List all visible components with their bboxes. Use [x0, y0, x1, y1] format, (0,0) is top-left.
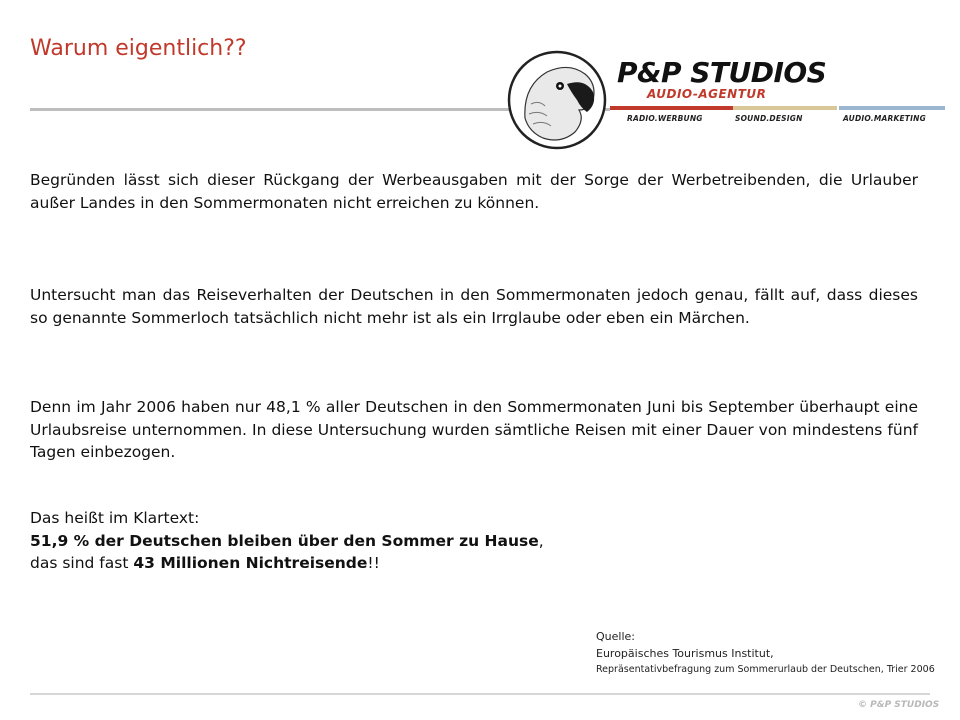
- slide-title: Warum eigentlich??: [30, 36, 247, 61]
- conclusion-line-2: [30, 530, 918, 553]
- paragraph-2: Untersucht man das Reiseverhalten der Deutschen in den Sommermonaten jedoch genau, fällt auf, dass dieses so genannte Sommerloch tatsächlich nicht mehr ist als ein Irrglaube oder eben ein Märchen.: [30, 286, 918, 327]
- logo-subtitle: AUDIO-AGENTUR: [647, 87, 767, 101]
- pp-studios-logo: [505, 48, 945, 132]
- paragraph-3: Denn im Jahr 2006 haben nur 48,1 % aller Deutschen in den Sommermonaten Juni bis September überhaupt eine Urlaubsreise unternommen. In diese Untersuchung wurden sämtliche Reisen mit einer Dauer von mindestens fünf Tagen einbezogen.: [30, 398, 918, 461]
- conclusion-highlight-percent: 51,9 % der Deutschen bleiben über den Sommer zu Hause: [30, 531, 539, 550]
- conclusion-suffix: !!: [367, 554, 380, 572]
- logo-brand: P&P STUDIOS: [617, 56, 827, 89]
- logo-tag-audio: AUDIO.MARKETING: [843, 114, 926, 123]
- footer-copyright: © P&P STUDIOS: [858, 700, 940, 710]
- logo-tag-sound: SOUND.DESIGN: [735, 114, 803, 123]
- logo-tag-radio: RADIO.WERBUNG: [627, 114, 703, 123]
- source-label: Quelle:: [596, 630, 635, 643]
- conclusion-highlight-millions: 43 Millionen Nichtreisende: [133, 554, 368, 572]
- footer-divider: [30, 693, 930, 695]
- logo-bar-beige: [733, 106, 837, 110]
- conclusion-paragraph: [30, 507, 918, 575]
- conclusion-line-3: [30, 552, 918, 575]
- logo-bar-blue: [839, 106, 945, 110]
- source-citation: [596, 630, 936, 675]
- parrot-emblem-icon: [505, 48, 609, 152]
- source-description: Repräsentativbefragung zum Sommerurlaub der Deutschen, Trier 2006: [596, 664, 935, 675]
- conclusion-intro: Das heißt im Klartext:: [30, 509, 200, 527]
- paragraph-1: Begründen lässt sich dieser Rückgang der Werbeausgaben mit der Sorge der Werbetreibenden, die Urlauber außer Landes in den Sommermonaten nicht erreichen zu können.: [30, 171, 918, 212]
- source-institution: Europäisches Tourismus Institut,: [596, 647, 774, 660]
- conclusion-comma: ,: [538, 531, 544, 550]
- conclusion-prefix: das sind fast: [30, 554, 134, 572]
